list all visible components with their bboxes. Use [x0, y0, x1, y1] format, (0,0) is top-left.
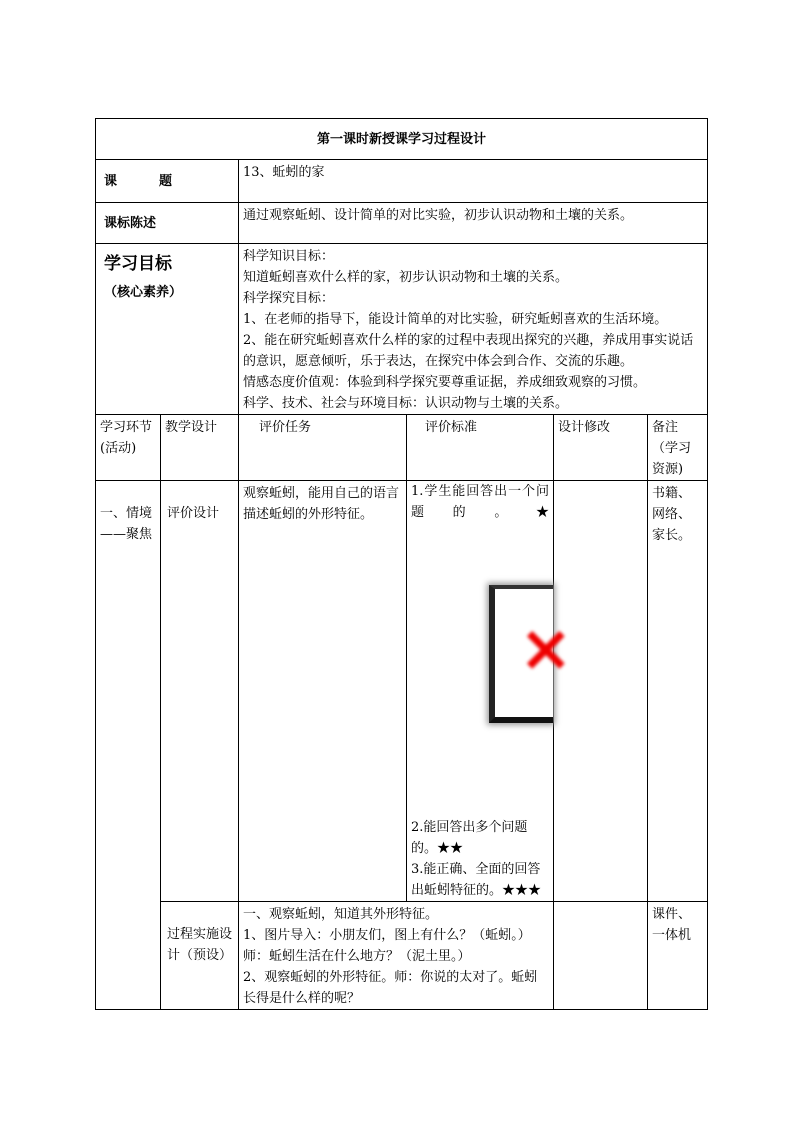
- process-line: 一、观察蚯蚓，知道其外形特征。: [243, 907, 439, 922]
- resources-cell-2: 课件、一体机: [648, 902, 708, 1010]
- topic-label-char-2: 题: [159, 173, 173, 189]
- topic-label-char-1: 课: [104, 173, 118, 189]
- process-design-label: 过程实施设计（预设）: [161, 902, 239, 1010]
- revision-cell: [554, 481, 648, 902]
- evaluation-task: 观察蚯蚓，能用自己的语言描述蚯蚓的外形特征。: [239, 481, 407, 902]
- goal-line: 情感态度价值观：体验到科学探究要尊重证据，养成细致观察的习惯。: [243, 375, 647, 390]
- standard-label: 课标陈述: [96, 203, 239, 244]
- goal-line: 2、能在研究蚯蚓喜欢什么样的家的过程中表现出探究的兴趣，养成用事实说话的意识，愿意倾听，乐于表达，在探究中体会到合作、交流的乐趣。: [243, 333, 694, 369]
- broken-image-icon: ×: [519, 612, 573, 686]
- goals-content: [239, 244, 708, 415]
- table-title: 第一课时新授课学习过程设计: [96, 119, 708, 160]
- evaluation-design-label: 评价设计: [161, 481, 239, 902]
- header-revision: 设计修改: [554, 415, 648, 481]
- process-line: 师：蚯蚓生活在什么地方？（泥土里。）: [243, 949, 471, 964]
- goals-label-cell: [96, 244, 239, 415]
- lesson-design-table: [95, 118, 708, 1010]
- goal-line: 知道蚯蚓喜欢什么样的家，初步认识动物和土壤的关系。: [243, 270, 569, 285]
- header-stage: 学习环节(活动): [96, 415, 161, 481]
- revision-cell-2: [554, 902, 648, 1010]
- topic-value: 13、蚯蚓的家: [239, 160, 708, 203]
- goal-line: 科学、技术、社会与环境目标：认识动物与土壤的关系。: [243, 396, 569, 411]
- resources-cell: 书籍、网络、家长。: [648, 481, 708, 902]
- standard-value: 通过观察蚯蚓、设计简单的对比实验，初步认识动物和土壤的关系。: [239, 203, 708, 244]
- process-content: [239, 902, 554, 1010]
- goal-line: 科学知识目标：: [243, 249, 335, 264]
- goal-line: 科学探究目标：: [243, 291, 335, 306]
- criteria-1: 1.学生能回答出一个问题的。★: [411, 484, 549, 520]
- header-task: 评价任务: [239, 415, 407, 481]
- header-notes: 备注（学习资源): [648, 415, 708, 481]
- topic-label: [96, 160, 239, 203]
- header-design: 教学设计: [161, 415, 239, 481]
- goals-label: 学习目标: [104, 254, 172, 274]
- criteria-2: 2.能回答出多个问题的。★★: [411, 820, 528, 856]
- criteria-3: 3.能正确、全面的回答出蚯蚓特征的。★★★: [411, 862, 542, 898]
- stage-cell: 一、情境——聚焦: [96, 481, 161, 1010]
- criteria-bottom: [411, 817, 549, 901]
- evaluation-criteria: [407, 481, 573, 902]
- broken-image-placeholder: [489, 585, 573, 723]
- goal-line: 1、在老师的指导下，能设计简单的对比实验，研究蚯蚓喜欢的生活环境。: [243, 312, 668, 327]
- header-criteria: 评价标准: [407, 415, 554, 481]
- process-line: 2、观察蚯蚓的外形特征。师：你说的太对了。蚯蚓长得是什么样的呢？: [243, 970, 538, 1006]
- goals-sublabel: （核心素养）: [104, 285, 183, 300]
- process-line: 1、图片导入：小朋友们，图上有什么？（蚯蚓。）: [243, 928, 531, 943]
